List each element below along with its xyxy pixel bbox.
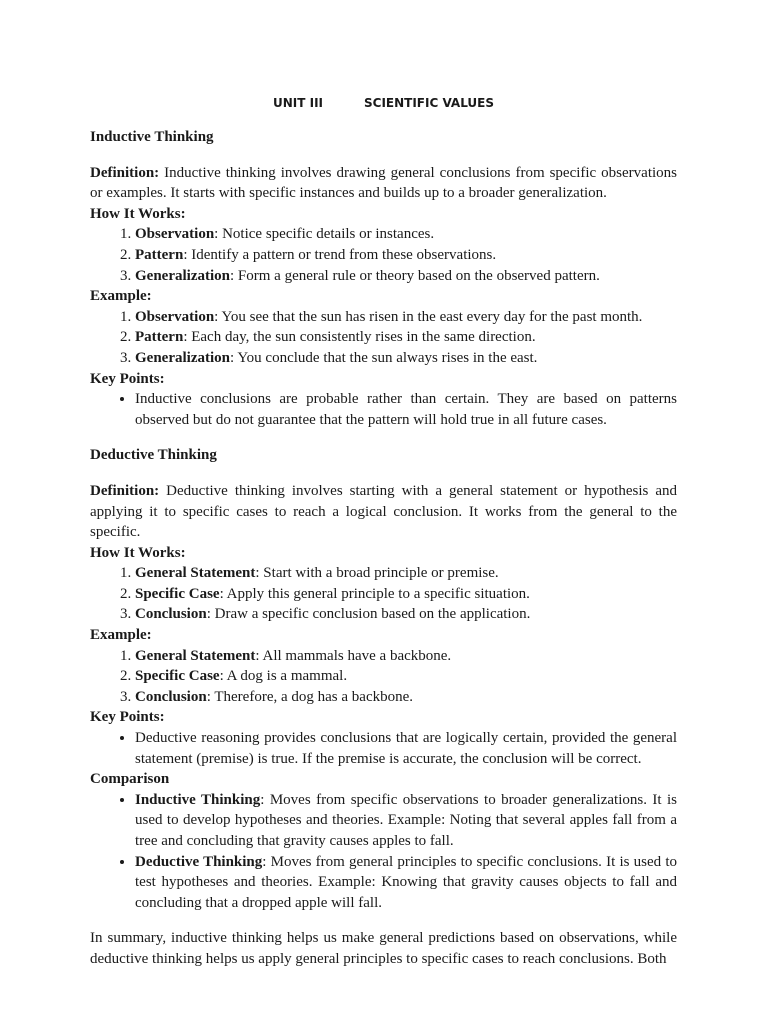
document-page [90,93,677,970]
list-item: 1. Observation: Notice specific details or instances. [135,224,677,245]
list-item: 1. General Statement: Start with a broad principle or premise. [135,563,677,584]
definition-text: Deductive thinking involves starting with a general statement or hypothesis and applying it to specific cases to reach a logical conclusion. It works from the general to the specific. [90,482,677,541]
how-it-works-label: How It Works: [90,205,186,222]
key-points-label: Key Points: [90,709,165,726]
definition-text: Inductive thinking involves drawing general conclusions from specific observations or examples. It starts with specific instances and builds up to a broader generalization. [90,164,677,202]
unit-number: UNIT III [272,96,323,110]
list-item: • Deductive Thinking: Moves from general principles to specific conclusions. It is used to test hypotheses and theories. Example: Knowing that gravity causes objects to fall and concluding that a dropped apple will fall. [135,852,677,914]
unit-heading [90,93,677,113]
list-item: 1. Observation: You see that the sun has risen in the east every day for the past month. [135,307,677,328]
inductive-definition [90,163,677,204]
summary-paragraph: In summary, inductive thinking helps us make general predictions based on observations, while deductive thinking helps us apply general principles to specific cases to reach conclusions. Both [90,930,677,967]
example-label: Example: [90,627,152,644]
list-item: • Inductive Thinking: Moves from specific observations to broader generalizations. It is used to develop hypotheses and theories. Example: Noting that several apples fall from a tree and concluding that gravity causes apples to fall. [135,790,677,852]
definition-label: Definition: [90,482,160,499]
list-item: 3. Conclusion: Draw a specific conclusion based on the application. [135,604,677,625]
list-item: 1. General Statement: All mammals have a backbone. [135,646,677,667]
inductive-example-list [90,307,677,369]
how-it-works-label: How It Works: [90,544,186,561]
list-item: • Inductive conclusions are probable rather than certain. They are based on patterns observed but do not guarantee that the pattern will hold true in all future cases. [135,389,677,430]
deductive-heading: Deductive Thinking [90,447,217,464]
list-item: 3. Generalization: You conclude that the sun always rises in the east. [135,348,677,369]
list-item: 2. Specific Case: A dog is a mammal. [135,666,677,687]
unit-title: SCIENTIFIC VALUES [364,96,495,110]
list-item: 2. Specific Case: Apply this general principle to a specific situation. [135,584,677,605]
deductive-how-list [90,563,677,625]
comparison-list [90,790,677,914]
list-item: 3. Generalization: Form a general rule or theory based on the observed pattern. [135,266,677,287]
list-item: 2. Pattern: Identify a pattern or trend from these observations. [135,245,677,266]
key-points-label: Key Points: [90,370,165,387]
definition-label: Definition: [90,164,160,181]
deductive-key-points [90,728,677,769]
comparison-label: Comparison [90,771,170,788]
example-label: Example: [90,288,152,305]
deductive-definition [90,481,677,543]
inductive-key-points [90,389,677,430]
list-item: 2. Pattern: Each day, the sun consistently rises in the same direction. [135,327,677,348]
list-item: • Deductive reasoning provides conclusions that are logically certain, provided the general statement (premise) is true. If the premise is accurate, the conclusion will be correct. [135,728,677,769]
deductive-example-list [90,646,677,708]
inductive-heading: Inductive Thinking [90,129,214,145]
inductive-how-list [90,224,677,286]
list-item: 3. Conclusion: Therefore, a dog has a backbone. [135,687,677,708]
